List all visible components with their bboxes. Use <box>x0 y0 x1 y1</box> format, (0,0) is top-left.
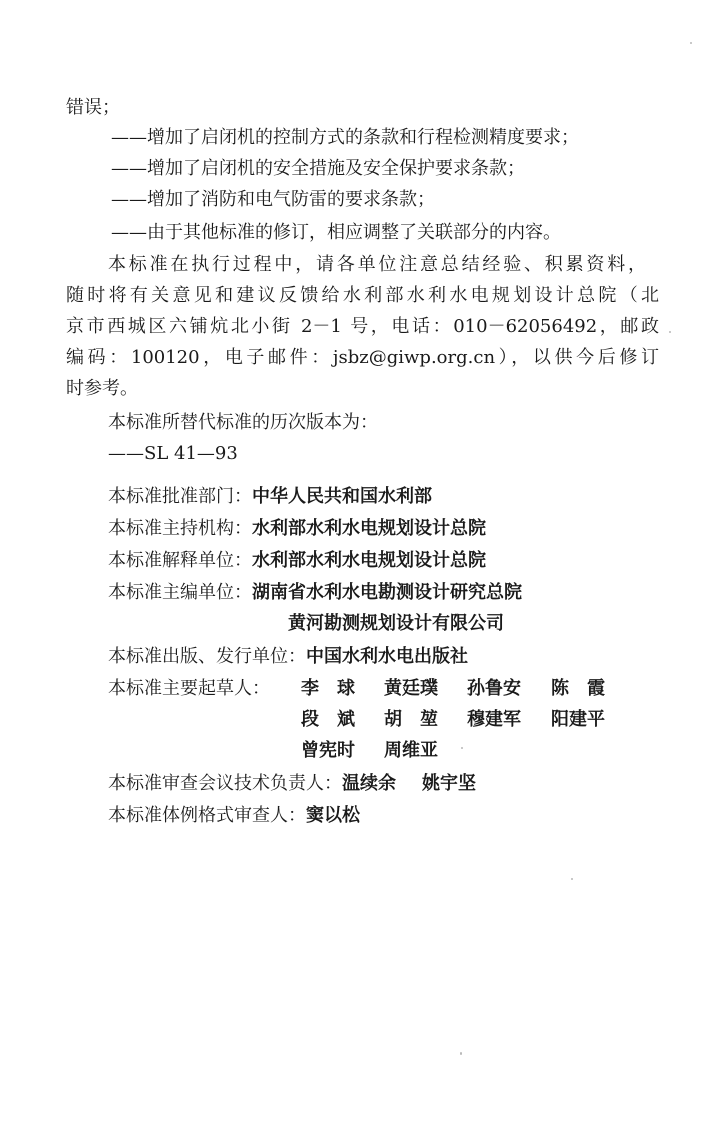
host-row <box>108 517 486 541</box>
publisher-row <box>108 645 468 669</box>
format-row <box>108 804 360 828</box>
scan-speck <box>571 878 573 880</box>
drafter-name: 陈 霞 <box>551 678 605 699</box>
format-label: 本标准体例格式审查人： <box>108 805 306 826</box>
paragraph-line: 本标准在执行过程中，请各单位注意总结经验、积累资料， <box>108 254 646 275</box>
paragraph-line: 时参考。 <box>66 378 138 399</box>
interpret-label: 本标准解释单位： <box>108 550 252 571</box>
paragraph-line: 随时将有关意见和建议反馈给水利部水利水电规划设计总院（北 <box>66 285 659 306</box>
bullet-item: ——增加了启闭机的控制方式的条款和行程检测精度要求； <box>111 127 579 148</box>
bullet-item: ——增加了消防和电气防雷的要求条款； <box>111 189 435 210</box>
approval-row <box>108 485 432 509</box>
drafter-name: 李 球 <box>301 678 355 699</box>
approval-label: 本标准批准部门： <box>108 486 252 507</box>
format-value: 窦以松 <box>306 805 360 826</box>
editor-row <box>108 581 522 605</box>
approval-value: 中华人民共和国水利部 <box>252 486 432 507</box>
review-name: 温续余 <box>342 773 396 794</box>
paragraph-line: 编码：100120，电子邮件：jsbz@giwp.org.cn），以供今后修订 <box>66 347 659 368</box>
drafter-name: 曾宪时 <box>301 740 355 761</box>
history-version: ——SL 41—93 <box>108 443 238 464</box>
interpret-row <box>108 549 486 573</box>
continuation-text: 错误； <box>66 97 120 118</box>
paragraph-line: 京市西城区六铺炕北小街 2－1 号，电话：010－62056492，邮政 <box>66 316 659 337</box>
drafter-name: 胡 堃 <box>384 709 438 730</box>
bullet-item: ——增加了启闭机的安全措施及安全保护要求条款； <box>111 158 525 179</box>
drafter-name: 穆建军 <box>467 709 521 730</box>
drafters-label: 本标准主要起草人： <box>108 678 270 699</box>
publisher-label: 本标准出版、发行单位： <box>108 646 306 667</box>
scan-speck <box>461 747 463 749</box>
drafter-name: 周维亚 <box>384 740 438 761</box>
review-label: 本标准审查会议技术负责人： <box>108 773 342 794</box>
review-row <box>108 772 476 796</box>
host-label: 本标准主持机构： <box>108 518 252 539</box>
editor-value-secondary: 黄河勘测规划设计有限公司 <box>288 613 504 634</box>
drafter-name: 孙鲁安 <box>467 678 521 699</box>
drafter-name: 阳建平 <box>551 709 605 730</box>
interpret-value: 水利部水利水电规划设计总院 <box>252 550 486 571</box>
history-intro: 本标准所替代标准的历次版本为： <box>108 412 378 433</box>
publisher-value: 中国水利水电出版社 <box>306 646 468 667</box>
editor-label: 本标准主编单位： <box>108 582 252 603</box>
editor-value: 湖南省水利水电勘测设计研究总院 <box>252 582 522 603</box>
scan-speck <box>690 42 692 44</box>
scan-speck <box>669 331 671 333</box>
drafters-row <box>0 708 705 732</box>
drafter-name: 段 斌 <box>301 709 355 730</box>
scan-speck <box>460 1052 462 1055</box>
drafters-row <box>0 739 705 763</box>
bullet-item: ——由于其他标准的修订，相应调整了关联部分的内容。 <box>111 222 561 243</box>
host-value: 水利部水利水电规划设计总院 <box>252 518 486 539</box>
drafters-row <box>0 677 705 701</box>
drafter-name: 黄廷璞 <box>384 678 438 699</box>
review-name: 姚宇坚 <box>422 773 476 794</box>
